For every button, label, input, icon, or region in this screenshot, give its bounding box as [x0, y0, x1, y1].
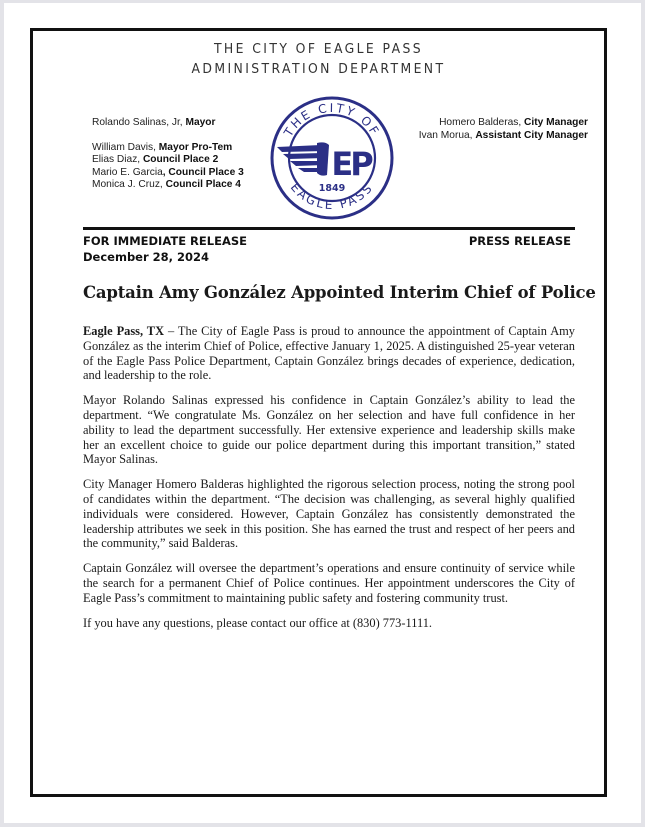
paragraph-oversight: Captain González will oversee the department’s operations and ensure continuity of service while the search for a permanent Chief of Police continues. Her appointment underscores the City of Eagle Pass’s commitment to maintaining public safety and fostering community trust.	[83, 561, 575, 605]
release-immediate: FOR IMMEDIATE RELEASE	[83, 234, 247, 248]
headline: Captain Amy González Appointed Interim Chief of Police	[83, 283, 596, 302]
official-title: Mayor	[185, 117, 216, 128]
seal-year: 1849	[318, 183, 346, 194]
official-title: City Manager	[524, 117, 588, 128]
official-title: Mayor Pro-Tem	[158, 141, 233, 153]
document-page	[4, 3, 641, 823]
org-title: THE CITY OF EAGLE PASS	[213, 41, 424, 57]
paragraph-intro	[83, 324, 575, 383]
official-mayor-pro-tem	[92, 142, 244, 155]
official-council-2	[92, 154, 244, 167]
paragraph-text: – The City of Eagle Pass is proud to announce the appointment of Captain Amy González as the interim Chief of Police, effective January 1, 2025. A distinguished 25-year veteran of the Eagle Pass Police Department, Captain González brings decades of experience, dedication, and leadership to the role.	[83, 324, 575, 383]
official-title: Council Place 4	[165, 179, 241, 190]
department-title: ADMINISTRATION DEPARTMENT	[191, 61, 446, 77]
release-info	[83, 233, 247, 265]
official-council-3	[92, 167, 244, 180]
document-border	[30, 28, 607, 797]
header-divider	[83, 227, 575, 230]
official-name: Elias Diaz,	[92, 154, 143, 165]
official-name: William Davis,	[92, 141, 159, 153]
official-title: Council Place 2	[142, 154, 219, 165]
dateline: Eagle Pass, TX	[83, 324, 165, 338]
council-list	[92, 117, 244, 192]
eagle-wing-icon	[277, 142, 329, 175]
official-mayor	[92, 117, 244, 130]
management-list	[419, 117, 588, 142]
article-body	[83, 324, 575, 640]
official-assistant-city-manager	[419, 130, 588, 143]
official-name: Homero Balderas,	[439, 117, 525, 128]
official-name: Ivan Morua,	[418, 129, 476, 141]
official-title: Assistant City Manager	[475, 129, 588, 141]
paragraph-mayor-quote: Mayor Rolando Salinas expressed his confidence in Captain González’s ability to lead the department. “We congratulate Ms. González on her selection and have full confidence in her ability to lead the department successfully. Her extensive experience and leadership skills make her an excellent choice to guide our police department during this important transition,” stated Mayor Salinas.	[83, 393, 575, 467]
city-seal-logo	[269, 95, 395, 221]
release-type: PRESS RELEASE	[468, 234, 571, 248]
seal-bottom-text: EAGLE PASS	[287, 180, 377, 213]
official-name: Mario E. Garcia	[92, 166, 163, 178]
paragraph-contact: If you have any questions, please contact our office at (830) 773-1111.	[83, 615, 433, 630]
release-date: December 28, 2024	[83, 250, 210, 264]
official-city-manager	[419, 117, 588, 130]
official-name: Rolando Salinas, Jr,	[92, 117, 186, 128]
official-title: , Council Place 3	[162, 166, 244, 178]
paragraph-manager-quote: City Manager Homero Balderas highlighted the rigorous selection process, noting the strong pool of candidates within the department. “The decision was challenging, as several highly qualified individuals were considered. However, Captain González has consistently demonstrated the leadership attributes we seek in this position. She has earned the trust and respect of her peers and the community,” said Balderas.	[83, 477, 575, 551]
official-name: Monica J. Cruz,	[92, 179, 166, 190]
seal-monogram: EP	[331, 145, 371, 183]
official-council-4	[92, 179, 244, 192]
seal-top-text: THE CITY OF	[281, 100, 383, 140]
